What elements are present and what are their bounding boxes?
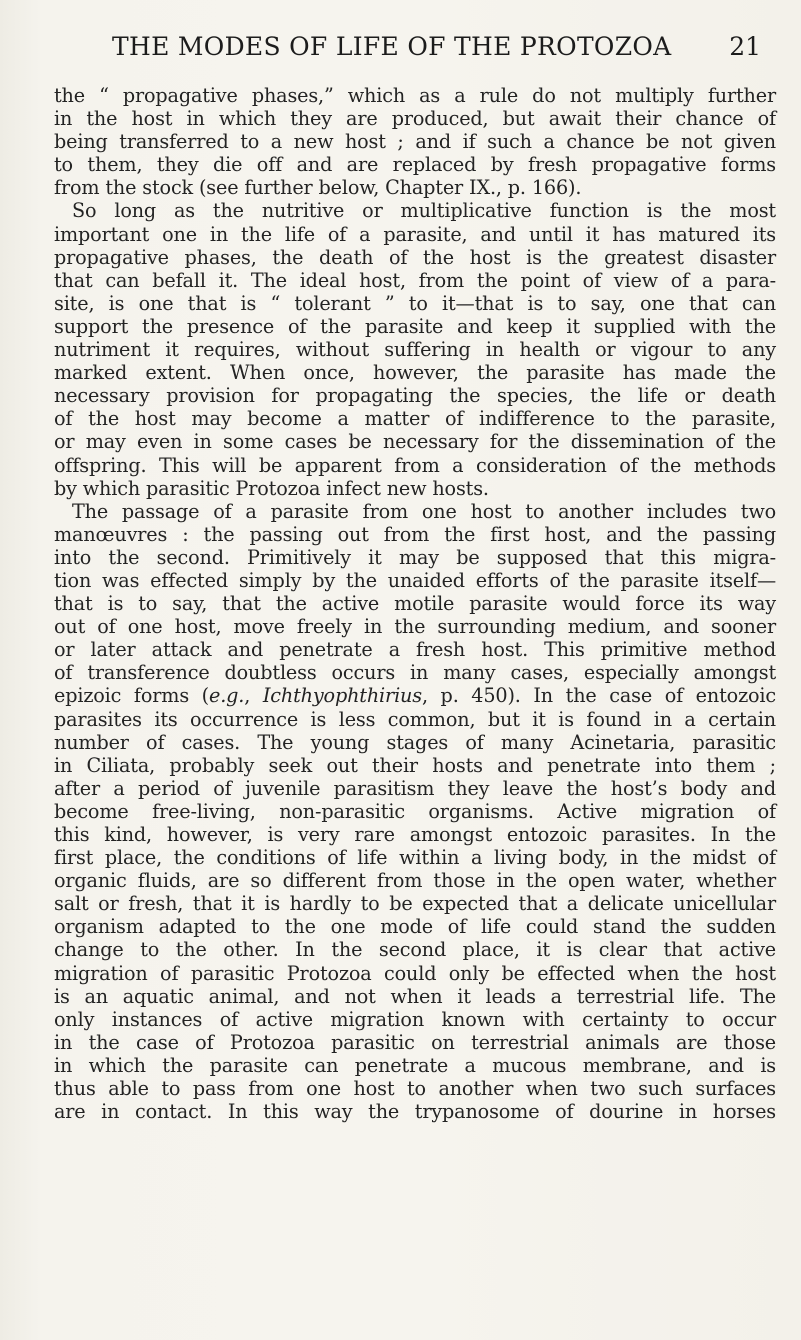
text-line: that is to say, that the active motile parasite would force its way xyxy=(54,592,776,616)
page-number: 21 xyxy=(729,32,761,61)
text-line: thus able to pass from one host to another when two such surfaces xyxy=(54,1077,776,1101)
text-line: support the presence of the parasite and keep it supplied with the xyxy=(54,314,776,338)
text-line: tion was effected simply by the unaided efforts of the parasite itself— xyxy=(54,568,776,592)
text-line: marked extent. When once, however, the parasite has made the xyxy=(54,361,776,385)
text-line: offspring. This will be apparent from a consideration of the methods xyxy=(54,453,776,477)
text-line: out of one host, move freely in the surrounding medium, and sooner xyxy=(54,615,776,639)
text-line: only instances of active migration known with certainty to occur xyxy=(54,1007,776,1031)
running-head xyxy=(52,32,761,68)
text-line: organic fluids, are so different from those in the open water, whether xyxy=(54,869,776,893)
text-line: propagative phases, the death of the host is the greatest disaster xyxy=(54,245,776,269)
text-line: change to the other. In the second place, it is clear that active xyxy=(54,938,776,962)
text-line: manœuvres : the passing out from the first host, and the passing xyxy=(54,522,776,546)
text-line: site, is one that is “ tolerant ” to it—that is to say, one that can xyxy=(54,291,776,315)
text-line: by which parasitic Protozoa infect new hosts. xyxy=(54,476,489,500)
text-line: or may even in some cases be necessary for the dissemination of the xyxy=(54,430,776,454)
text-line: parasites its occurrence is less common, but it is found in a certain xyxy=(54,707,776,731)
text-line: first place, the conditions of life within a living body, in the midst of xyxy=(54,846,776,870)
text-line: into the second. Primitively it may be supposed that this migra- xyxy=(54,545,776,569)
body-text xyxy=(54,84,776,1123)
text-line: salt or fresh, that it is hardly to be expected that a delicate unicellular xyxy=(54,892,776,916)
running-title: THE MODES OF LIFE OF THE PROTOZOA xyxy=(112,32,672,61)
text-line: epizoic forms (e.g., Ichthyophthirius, p. 450). In the case of entozoic xyxy=(54,684,777,708)
text-line: organism adapted to the one mode of life could stand the sudden xyxy=(54,915,776,939)
text-line: So long as the nutritive or multiplicative function is the most xyxy=(72,199,776,223)
text-line: is an aquatic animal, and not when it leads a terrestrial life. The xyxy=(54,984,776,1008)
text-line: important one in the life of a parasite, and until it has matured its xyxy=(54,222,776,246)
text-line: of the host may become a matter of indifference to the parasite, xyxy=(54,407,776,431)
text-line: number of cases. The young stages of many Acinetaria, parasitic xyxy=(54,730,776,754)
text-line: The passage of a parasite from one host to another includes two xyxy=(72,499,776,523)
text-line: necessary provision for propagating the species, the life or death xyxy=(54,384,776,408)
text-line: become free-living, non-parasitic organisms. Active migration of xyxy=(54,799,776,823)
text-line: are in contact. In this way the trypanosome of dourine in horses xyxy=(54,1100,776,1124)
text-line: of transference doubtless occurs in many cases, especially amongst xyxy=(54,661,776,685)
text-line: being transferred to a new host ; and if such a chance be not given xyxy=(54,130,776,154)
text-line: nutriment it requires, without suffering in health or vigour to any xyxy=(54,338,776,362)
text-line: to them, they die off and are replaced by fresh propagative forms xyxy=(54,153,776,177)
text-line: migration of parasitic Protozoa could only be effected when the host xyxy=(54,961,776,985)
text-line: from the stock (see further below, Chapter IX., p. 166). xyxy=(54,176,582,200)
text-line: after a period of juvenile parasitism they leave the host’s body and xyxy=(54,776,776,800)
text-line: the “ propagative phases,” which as a rule do not multiply further xyxy=(54,84,776,107)
text-line: or later attack and penetrate a fresh host. This primitive method xyxy=(54,638,776,662)
text-line: in Ciliata, probably seek out their hosts and penetrate into them ; xyxy=(54,753,776,777)
text-line: in which the parasite can penetrate a mucous membrane, and is xyxy=(54,1053,776,1077)
text-line: this kind, however, is very rare amongst entozoic parasites. In the xyxy=(54,823,776,846)
text-line: in the host in which they are produced, but await their chance of xyxy=(54,107,776,131)
text-line: that can befall it. The ideal host, from the point of view of a para- xyxy=(54,268,776,292)
text-line: in the case of Protozoa parasitic on terrestrial animals are those xyxy=(54,1030,776,1054)
